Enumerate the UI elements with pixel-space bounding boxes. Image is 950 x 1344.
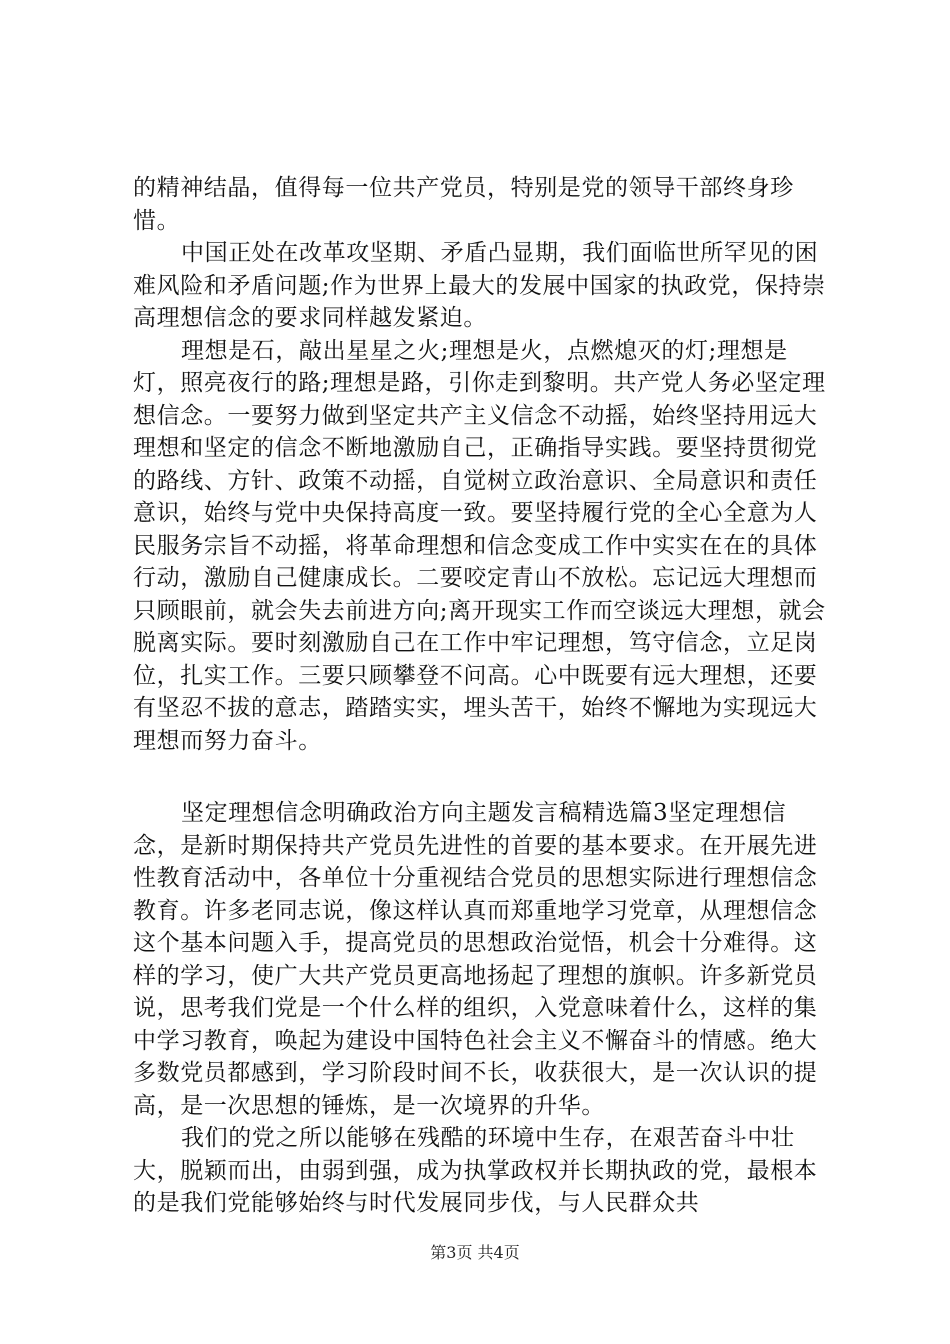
- paragraph-section-3: 坚定理想信念明确政治方向主题发言稿精选篇3坚定理想信念，是新时期保持共产党员先进性的首要的基本要求。在开展先进性教育活动中，各单位十分重视结合党员的思想实际进行理想信念教育。许多老同志说，像这样认真而郑重地学习党章，从理想信念这个基本问题入手，提高党员的思想政治觉悟，机会十分难得。这样的学习，使广大共产党员更高地扬起了理想的旗帜。许多新党员说，思考我们党是一个什么样的组织，入党意味着什么，这样的集中学习教育，唤起为建设中国特色社会主义不懈奋斗的情感。绝大多数党员都感到，学习阶段时间不长，收获很大，是一次认识的提高，是一次思想的锤炼，是一次境界的升华。: [133, 800, 818, 1119]
- paragraph-ideals-metaphor: 理想是石，敲出星星之火;理想是火，点燃熄灭的灯;理想是灯，照亮夜行的路;理想是路，引你走到黎明。共产党人务必坚定理想信念。一要努力做到坚定共产主义信念不动摇，始终坚持用远大理想和坚定的信念不断地激励自己，正确指导实践。要坚持贯彻党的路线、方针、政策不动摇，自觉树立政治意识、全局意识和责任意识，始终与党中央保持高度一致。要坚持履行党的全心全意为人民服务宗旨不动摇，将革命理想和信念变成工作中实实在在的具体行动，激励自己健康成长。二要咬定青山不放松。忘记远大理想而只顾眼前，就会失去前进方向;离开现实工作而空谈远大理想，就会脱离实际。要时刻激励自己在工作中牢记理想，笃守信念，立足岗位，扎实工作。三要只顾攀登不问高。心中既要有远大理想，还要有坚忍不拔的意志，踏踏实实，埋头苦干，始终不懈地为实现远大理想而努力奋斗。: [133, 337, 826, 754]
- document-body: [133, 172, 833, 1220]
- page-number-footer: 第3页 共4页: [430, 1243, 520, 1262]
- paragraph-party-survival: 我们的党之所以能够在残酷的环境中生存，在艰苦奋斗中壮大，脱颖而出，由弱到强，成为执掌政权并长期执政的党，最根本的是我们党能够始终与时代发展同步伐，与人民群众共: [133, 1125, 818, 1216]
- paragraph-reform-period: 中国正处在改革攻坚期、矛盾凸显期，我们面临世所罕见的困难风险和矛盾问题;作为世界上最大的发展中国家的执政党，保持崇高理想信念的要求同样越发紧迫。: [133, 240, 826, 331]
- paragraph-continuation: 的精神结晶，值得每一位共产党员，特别是党的领导干部终身珍惜。: [133, 175, 794, 234]
